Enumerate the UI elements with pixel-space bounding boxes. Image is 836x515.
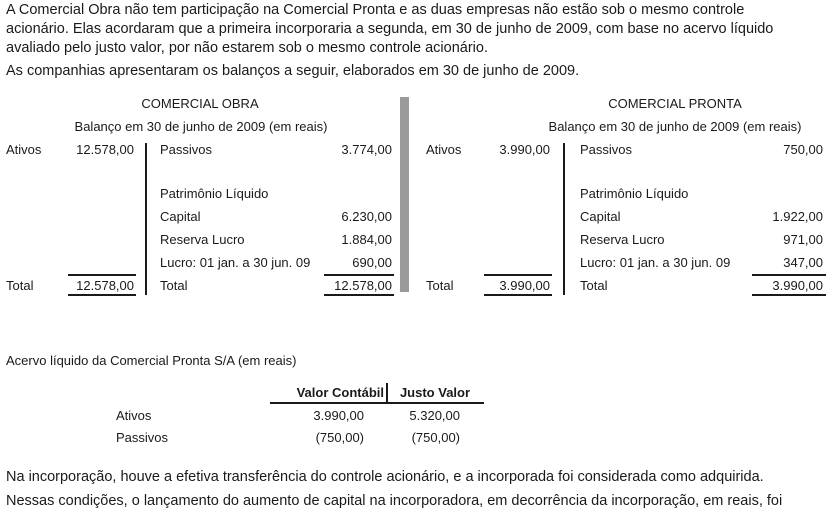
- obra-ativos-label: Ativos: [6, 142, 42, 157]
- acervo-row-passivos-justo: (750,00): [411, 430, 460, 445]
- obra-total-underline-left: [68, 294, 136, 296]
- obra-title: COMERCIAL OBRA: [141, 96, 259, 111]
- obra-reserva-label: Reserva Lucro: [160, 232, 245, 247]
- obra-passivos-value: 3.774,00: [341, 142, 392, 157]
- pronta-ativos-label: Ativos: [426, 142, 462, 157]
- acervo-row-ativos-justo: 5.320,00: [409, 408, 460, 423]
- pronta-total-label-left: Total: [426, 278, 454, 293]
- pronta-total-underline-right: [752, 294, 826, 296]
- obra-reserva-value: 1.884,00: [341, 232, 392, 247]
- pronta-passivos-value: 750,00: [783, 142, 823, 157]
- pronta-reserva-value: 971,00: [783, 232, 823, 247]
- pronta-total-rule-right: [752, 274, 826, 276]
- pronta-capital-value: 1.922,00: [772, 209, 823, 224]
- intro-line-1: A Comercial Obra não tem participação na Comercial Pronta e as duas empresas não estão sob o mesmo controle: [6, 2, 745, 18]
- pronta-total-value-right: 3.990,00: [772, 278, 823, 293]
- acervo-row-ativos-contabil: 3.990,00: [313, 408, 364, 423]
- pronta-passivos-label: Passivos: [580, 142, 633, 157]
- obra-total-rule-right: [324, 274, 394, 276]
- pronta-pl-label: Patrimônio Líquido: [580, 186, 689, 201]
- pronta-lucro-value: 347,00: [783, 255, 823, 270]
- pronta-title: COMERCIAL PRONTA: [608, 96, 742, 111]
- acervo-col-contabil: Valor Contábil: [296, 385, 384, 400]
- pronta-ativos-value: 3.990,00: [499, 142, 550, 157]
- obra-lucro-value: 690,00: [352, 255, 392, 270]
- acervo-header-divider: [386, 383, 388, 403]
- outro-line-2: Nessas condições, o lançamento do aumento de capital na incorporadora, em decorrência da incorporação, em reais, foi: [6, 493, 783, 509]
- pronta-capital-label: Capital: [580, 209, 621, 224]
- obra-total-rule-left: [68, 274, 136, 276]
- obra-total-value-left: 12.578,00: [76, 278, 134, 293]
- obra-pl-label: Patrimônio Líquido: [160, 186, 269, 201]
- obra-passivos-label: Passivos: [160, 142, 213, 157]
- intro-line-4: As companhias apresentaram os balanços a seguir, elaborados em 30 de junho de 2009.: [6, 63, 580, 79]
- obra-subtitle: Balanço em 30 de junho de 2009 (em reais): [74, 119, 328, 134]
- obra-capital-value: 6.230,00: [341, 209, 392, 224]
- obra-total-label-left: Total: [6, 278, 34, 293]
- obra-total-value-right: 12.578,00: [334, 278, 392, 293]
- obra-total-label-right: Total: [160, 278, 188, 293]
- pronta-t-account-line: [563, 143, 565, 295]
- outro-line-1: Na incorporação, houve a efetiva transferência do controle acionário, e a incorporada foi considerada como adquirida.: [6, 469, 764, 485]
- pronta-subtitle: Balanço em 30 de junho de 2009 (em reais): [548, 119, 802, 134]
- acervo-row-passivos-contabil: (750,00): [315, 430, 364, 445]
- acervo-col-justo: Justo Valor: [399, 385, 471, 400]
- acervo-header-rule: [270, 402, 484, 404]
- obra-t-account-line: [145, 143, 147, 295]
- pronta-total-rule-left: [484, 274, 552, 276]
- acervo-row-passivos-label: Passivos: [116, 430, 169, 445]
- pronta-reserva-label: Reserva Lucro: [580, 232, 665, 247]
- intro-line-3: avaliado pelo justo valor, por não estarem sob o mesmo controle acionário.: [6, 40, 488, 56]
- pronta-total-label-right: Total: [580, 278, 608, 293]
- obra-total-underline-right: [324, 294, 394, 296]
- pronta-lucro-label: Lucro: 01 jan. a 30 jun. 09: [580, 255, 731, 270]
- pronta-total-underline-left: [484, 294, 552, 296]
- obra-ativos-value: 12.578,00: [76, 142, 134, 157]
- acervo-row-ativos-label: Ativos: [116, 408, 152, 423]
- obra-lucro-label: Lucro: 01 jan. a 30 jun. 09: [160, 255, 311, 270]
- obra-capital-label: Capital: [160, 209, 201, 224]
- intro-line-2: acionário. Elas acordaram que a primeira incorporaria a segunda, em 30 de junho de 2009, com base no acervo líquido: [6, 21, 774, 37]
- balance-separator: [400, 97, 409, 292]
- acervo-title: Acervo líquido da Comercial Pronta S/A (em reais): [6, 353, 297, 368]
- pronta-total-value-left: 3.990,00: [499, 278, 550, 293]
